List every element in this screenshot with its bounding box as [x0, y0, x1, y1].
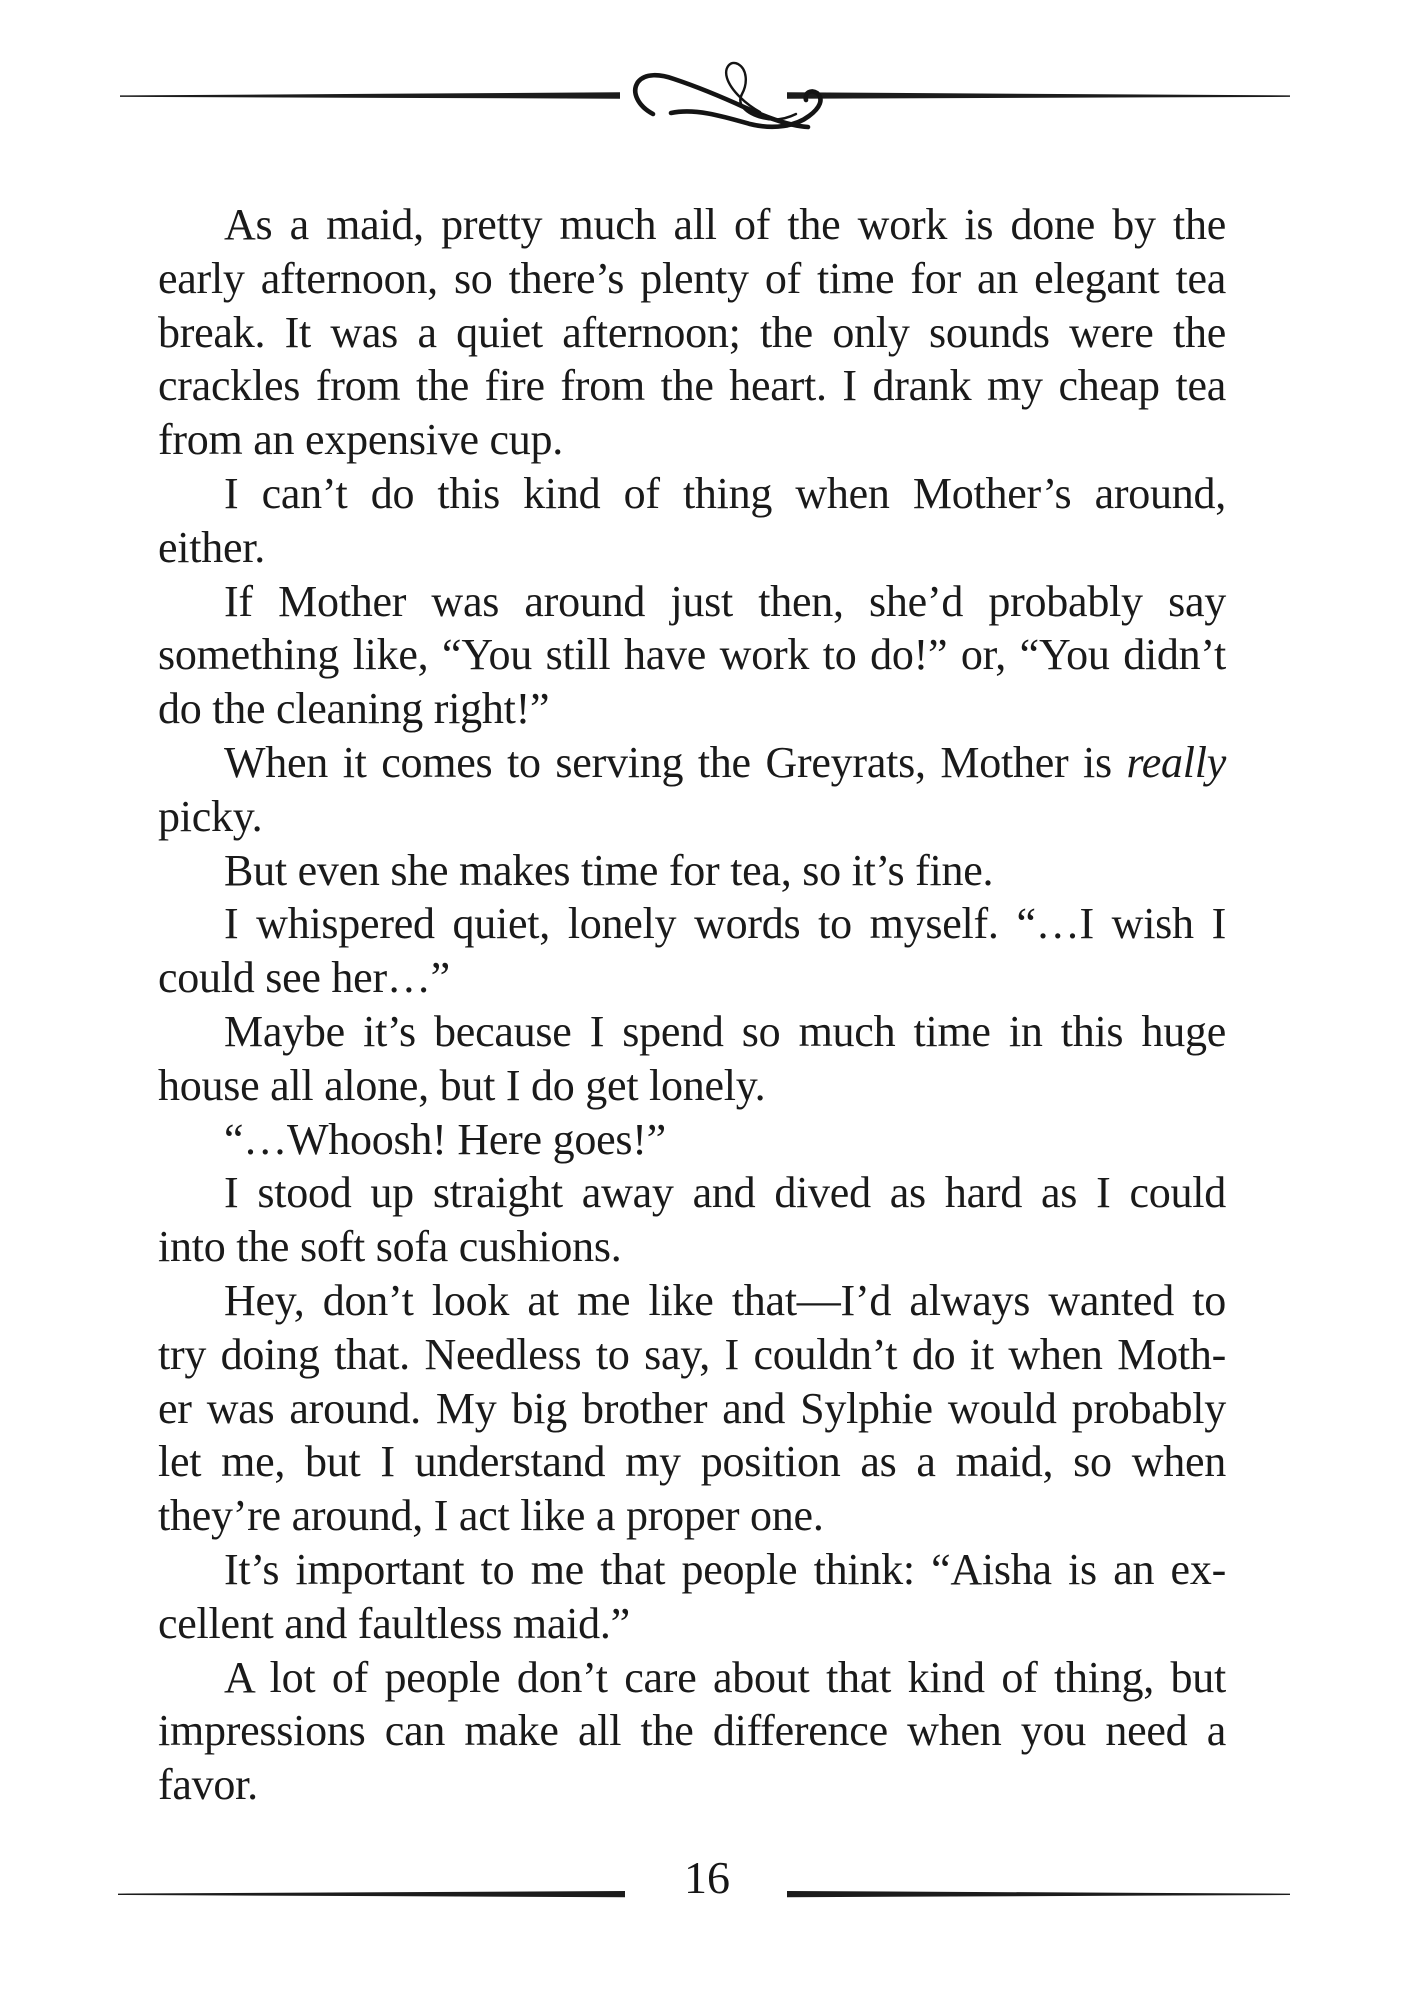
- footer-line-right: [787, 1891, 1290, 1897]
- text-line: break. It was a quiet afternoon; the only sounds were the: [158, 307, 1226, 357]
- text-line: “…Whoosh! Here goes!”: [224, 1114, 666, 1164]
- text-line: crackles from the fire from the heart. I drank my cheap tea: [158, 361, 1226, 411]
- footer-line-left: [118, 1891, 625, 1897]
- header-divider: [120, 63, 1290, 127]
- paragraph: [158, 736, 1226, 844]
- text-line: from an expensive cup.: [158, 415, 564, 465]
- text-line: they’re around, I act like a proper one.: [158, 1491, 824, 1541]
- text-line: It’s important to me that people think: “Aisha is an ex-: [224, 1544, 1226, 1594]
- text-line: house all alone, but I do get lonely.: [158, 1060, 766, 1110]
- paragraph: [158, 575, 1226, 736]
- paragraph: [158, 198, 1226, 467]
- text-line: A lot of people don’t care about that kind of thing, but: [224, 1652, 1226, 1702]
- paragraph: [158, 897, 1226, 1005]
- paragraph: [158, 1113, 1226, 1167]
- divider-line-left: [120, 92, 620, 98]
- text-line: I stood up straight away and dived as hard as I could: [224, 1168, 1226, 1218]
- text-line: picky.: [158, 791, 263, 841]
- text-line: I whispered quiet, lonely words to myself. “…I wish I: [224, 899, 1226, 949]
- text-line: [158, 736, 1226, 790]
- text-line: cellent and faultless maid.”: [158, 1598, 630, 1648]
- body-text: [158, 198, 1226, 1812]
- text-line: early afternoon, so there’s plenty of time for an elegant tea: [158, 253, 1226, 303]
- paragraph: [158, 1005, 1226, 1113]
- text-line: something like, “You still have work to do!” or, “You didn’t: [158, 630, 1226, 680]
- text-line: I can’t do this kind of thing when Mother’s around, either.: [158, 468, 1226, 572]
- text-line: into the soft sofa cushions.: [158, 1222, 622, 1272]
- text-line: do the cleaning right!”: [158, 684, 550, 734]
- text-line: let me, but I understand my position as a maid, so when: [158, 1437, 1226, 1487]
- text-line: As a maid, pretty much all of the work is done by the: [224, 200, 1226, 249]
- text-line: If Mother was around just then, she’d probably say: [224, 576, 1226, 626]
- paragraph: [158, 1166, 1226, 1274]
- text-line: could see her…”: [158, 953, 450, 1003]
- text-segment: When it comes to serving the Greyrats, Mother is: [224, 737, 1127, 787]
- text-line: try doing that. Needless to say, I couldn’t do it when Moth-: [158, 1329, 1226, 1379]
- paragraph: [158, 1274, 1226, 1543]
- text-line: favor.: [158, 1760, 258, 1810]
- text-line: impressions can make all the difference when you need a: [158, 1706, 1226, 1756]
- divider-line-right: [787, 92, 1290, 98]
- paragraph: [158, 1651, 1226, 1812]
- flourish-icon: [635, 63, 820, 127]
- text-line: er was around. My big brother and Sylphie would probably: [158, 1383, 1226, 1433]
- text-line: But even she makes time for tea, so it’s fine.: [224, 845, 994, 895]
- text-line: Hey, don’t look at me like that—I’d always wanted to: [224, 1275, 1226, 1325]
- text-segment-italic: really: [1126, 737, 1226, 787]
- paragraph: [158, 467, 1226, 575]
- paragraph: [158, 1543, 1226, 1651]
- text-line: Maybe it’s because I spend so much time in this huge: [224, 1006, 1226, 1056]
- page-number: 16: [684, 1852, 730, 1903]
- paragraph: [158, 844, 1226, 898]
